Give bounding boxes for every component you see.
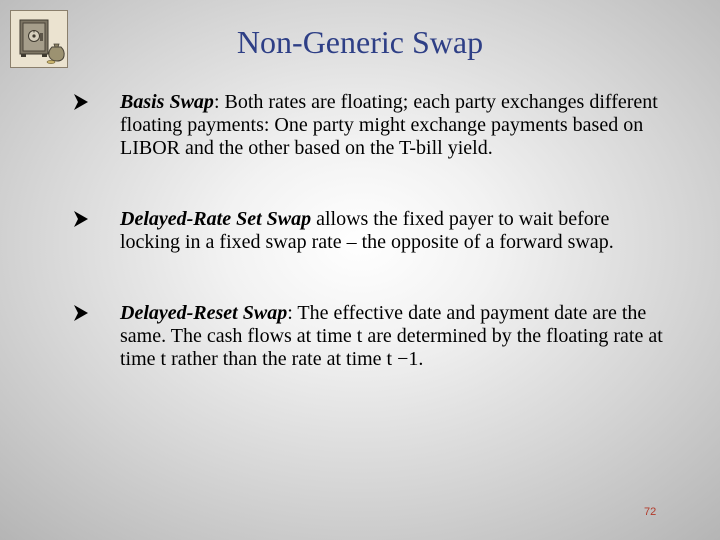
bullet-item-delayed-rate-set-swap [72,208,672,254]
bullet-term: Delayed-Reset Swap [120,302,288,324]
arrowhead-bullet-icon [72,93,90,111]
bullet-separator: : [213,91,220,113]
arrowhead-bullet-icon [72,210,90,228]
bullet-text: allows the fixed payer to wait before locking in a fixed swap rate – the opposite of a forward swap. [120,208,614,253]
arrowhead-bullet-icon [72,304,90,322]
bullet-list [72,91,672,371]
slide-title: Non-Generic Swap [236,24,484,60]
bullet-separator: : [287,302,293,324]
bullet-term: Delayed-Rate Set Swap [120,208,312,230]
bullet-text: Both rates are floating; each party exchanges different floating payments: One party might exchange payments based on LIBOR and the other based on the T-bill yield. [120,91,658,159]
bullet-item-delayed-reset-swap [72,302,672,371]
bullet-term: Basis Swap [120,91,214,113]
bullet-item-basis-swap [72,91,672,160]
page-number: 72 [644,506,657,518]
bullet-text: The effective date and payment date are the same. The cash flows at time t are determined by the floating rate at time t rather than the rate at time t −1. [120,302,663,370]
